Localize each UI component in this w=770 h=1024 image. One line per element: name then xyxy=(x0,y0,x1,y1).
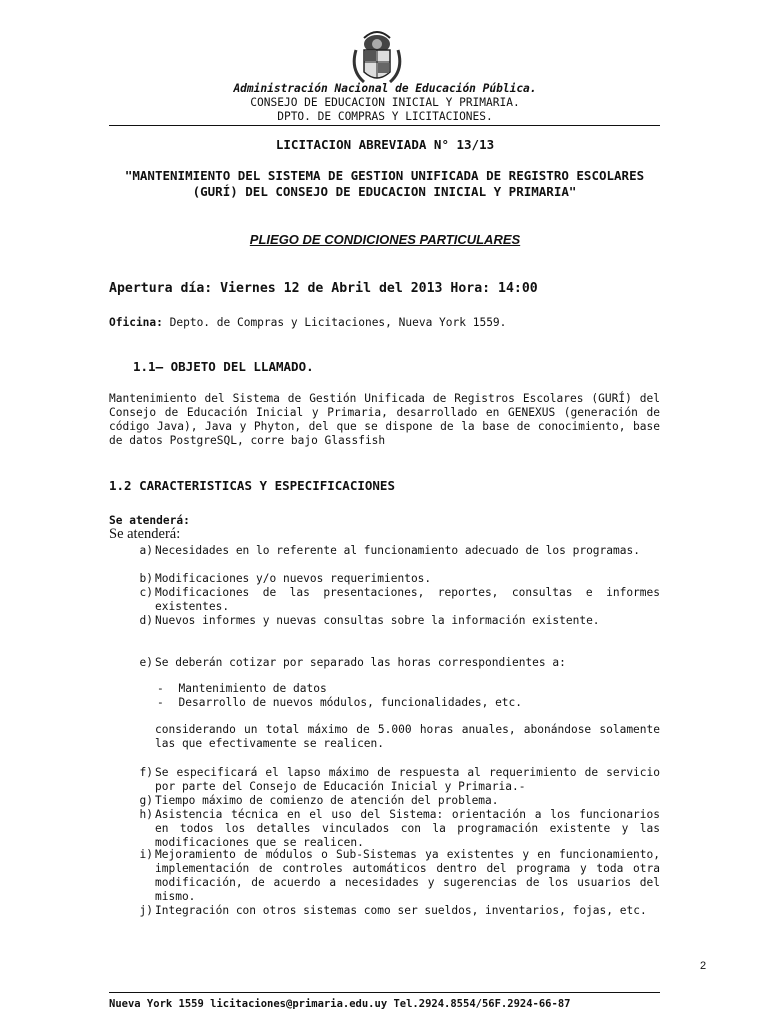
list-item-e xyxy=(109,656,660,670)
item-text: Mejoramiento de módulos o Sub-Sistemas ya existentes y en funcionamiento, implementación de controles automáticos dentro del programa y toda otra modificación, de acuerdo a necesidades y sugerencias de los usuarios del mismo. xyxy=(155,848,660,903)
dept-name: DPTO. DE COMPRAS Y LICITACIONES. xyxy=(277,110,493,123)
list-item-i xyxy=(109,848,660,904)
attend-label-serif: Se atenderá: xyxy=(109,526,181,542)
list-item-d xyxy=(109,614,660,628)
tender-subject: "MANTENIMIENTO DEL SISTEMA DE GESTION UNIFICADA DE REGISTRO ESCOLARES (GURÍ) DEL CONSEJO DE EDUCACION INICIAL Y PRIMARIA" xyxy=(124,168,645,199)
item-text: Se deberán cotizar por separado las horas correspondientes a: xyxy=(155,656,566,669)
bullet-dash: - xyxy=(157,682,164,695)
footer-rule xyxy=(109,992,660,993)
item-marker: c) xyxy=(139,586,153,599)
item-marker: f) xyxy=(139,766,153,779)
list-item-g xyxy=(109,794,660,808)
bullet-dash: - xyxy=(157,696,164,709)
item-text: Integración con otros sistemas como ser sueldos, inventarios, fojas, etc. xyxy=(155,904,647,917)
office-value: Depto. de Compras y Licitaciones, Nueva York 1559. xyxy=(162,316,507,329)
item-marker: b) xyxy=(139,572,153,585)
list-item-j xyxy=(109,904,660,918)
tender-title: LICITACION ABREVIADA N° 13/13 xyxy=(275,137,495,152)
item-marker: h) xyxy=(139,808,153,821)
item-text: Modificaciones y/o nuevos requerimientos. xyxy=(155,572,432,585)
council-name: CONSEJO DE EDUCACION INICIAL Y PRIMARIA. xyxy=(250,96,520,109)
bullet-item xyxy=(157,696,522,710)
bullet-item xyxy=(157,682,327,696)
item-text: Necesidades en lo referente al funcionamiento adecuado de los programas. xyxy=(155,544,640,557)
list-item-f xyxy=(109,766,660,794)
section-1-heading: 1.1– OBJETO DEL LLAMADO. xyxy=(133,359,314,374)
pliego-title: PLIEGO DE CONDICIONES PARTICULARES xyxy=(249,232,521,247)
item-text: Se especificará el lapso máximo de respuesta al requerimiento de servicio por parte del Consejo de Educación Inicial y Primaria.- xyxy=(155,766,660,793)
item-marker: i) xyxy=(139,848,153,861)
section-1-body: Mantenimiento del Sistema de Gestión Unificada de Registros Escolares (GURÍ) del Consejo de Educación Inicial y Primaria, desarrollado en GENEXUS (generación de código Java), Java y Phyton, del que se dispone de la base de conocimiento, base de datos PostgreSQL, corre bajo Glassfish xyxy=(109,392,660,447)
item-marker: d) xyxy=(139,614,153,627)
list-item-c xyxy=(109,586,660,614)
item-marker: e) xyxy=(139,656,153,669)
list-item-b xyxy=(109,572,660,586)
item-text: Modificaciones de las presentaciones, reportes, consultas e informes existentes. xyxy=(155,586,660,613)
list-item-h xyxy=(109,808,660,850)
header-rule xyxy=(109,125,660,126)
item-marker: j) xyxy=(139,904,153,917)
org-name: Administración Nacional de Educación Pública. xyxy=(233,82,537,95)
office-line xyxy=(109,316,506,330)
section-2-heading: 1.2 CARACTERISTICAS Y ESPECIFICACIONES xyxy=(109,478,395,493)
opening-date: Apertura día: Viernes 12 de Abril del 2013 Hora: 14:00 xyxy=(109,281,538,296)
footer-contact: Nueva York 1559 licitaciones@primaria.edu.uy Tel.2924.8554/56F.2924-66-87 xyxy=(109,998,571,1010)
office-label: Oficina: xyxy=(109,316,163,329)
item-marker: a) xyxy=(139,544,153,557)
list-item-a xyxy=(109,544,660,558)
bullet-text: Mantenimiento de datos xyxy=(178,682,327,695)
item-text: Tiempo máximo de comienzo de atención del problema. xyxy=(155,794,499,807)
national-emblem-logo xyxy=(342,20,412,90)
bullet-text: Desarrollo de nuevos módulos, funcionalidades, etc. xyxy=(178,696,523,709)
item-text: Nuevos informes y nuevas consultas sobre la información existente. xyxy=(155,614,600,627)
attend-label: Se atenderá: xyxy=(109,514,190,527)
item-text: Asistencia técnica en el uso del Sistema: orientación a los funcionarios en todos los detalles vinculados con la programación existente y las modificaciones que se realicen. xyxy=(155,808,660,849)
considering-paragraph: considerando un total máximo de 5.000 horas anuales, abonándose solamente las que efectivamente se realicen. xyxy=(155,723,660,750)
item-marker: g) xyxy=(139,794,153,807)
page-number: 2 xyxy=(700,960,707,972)
